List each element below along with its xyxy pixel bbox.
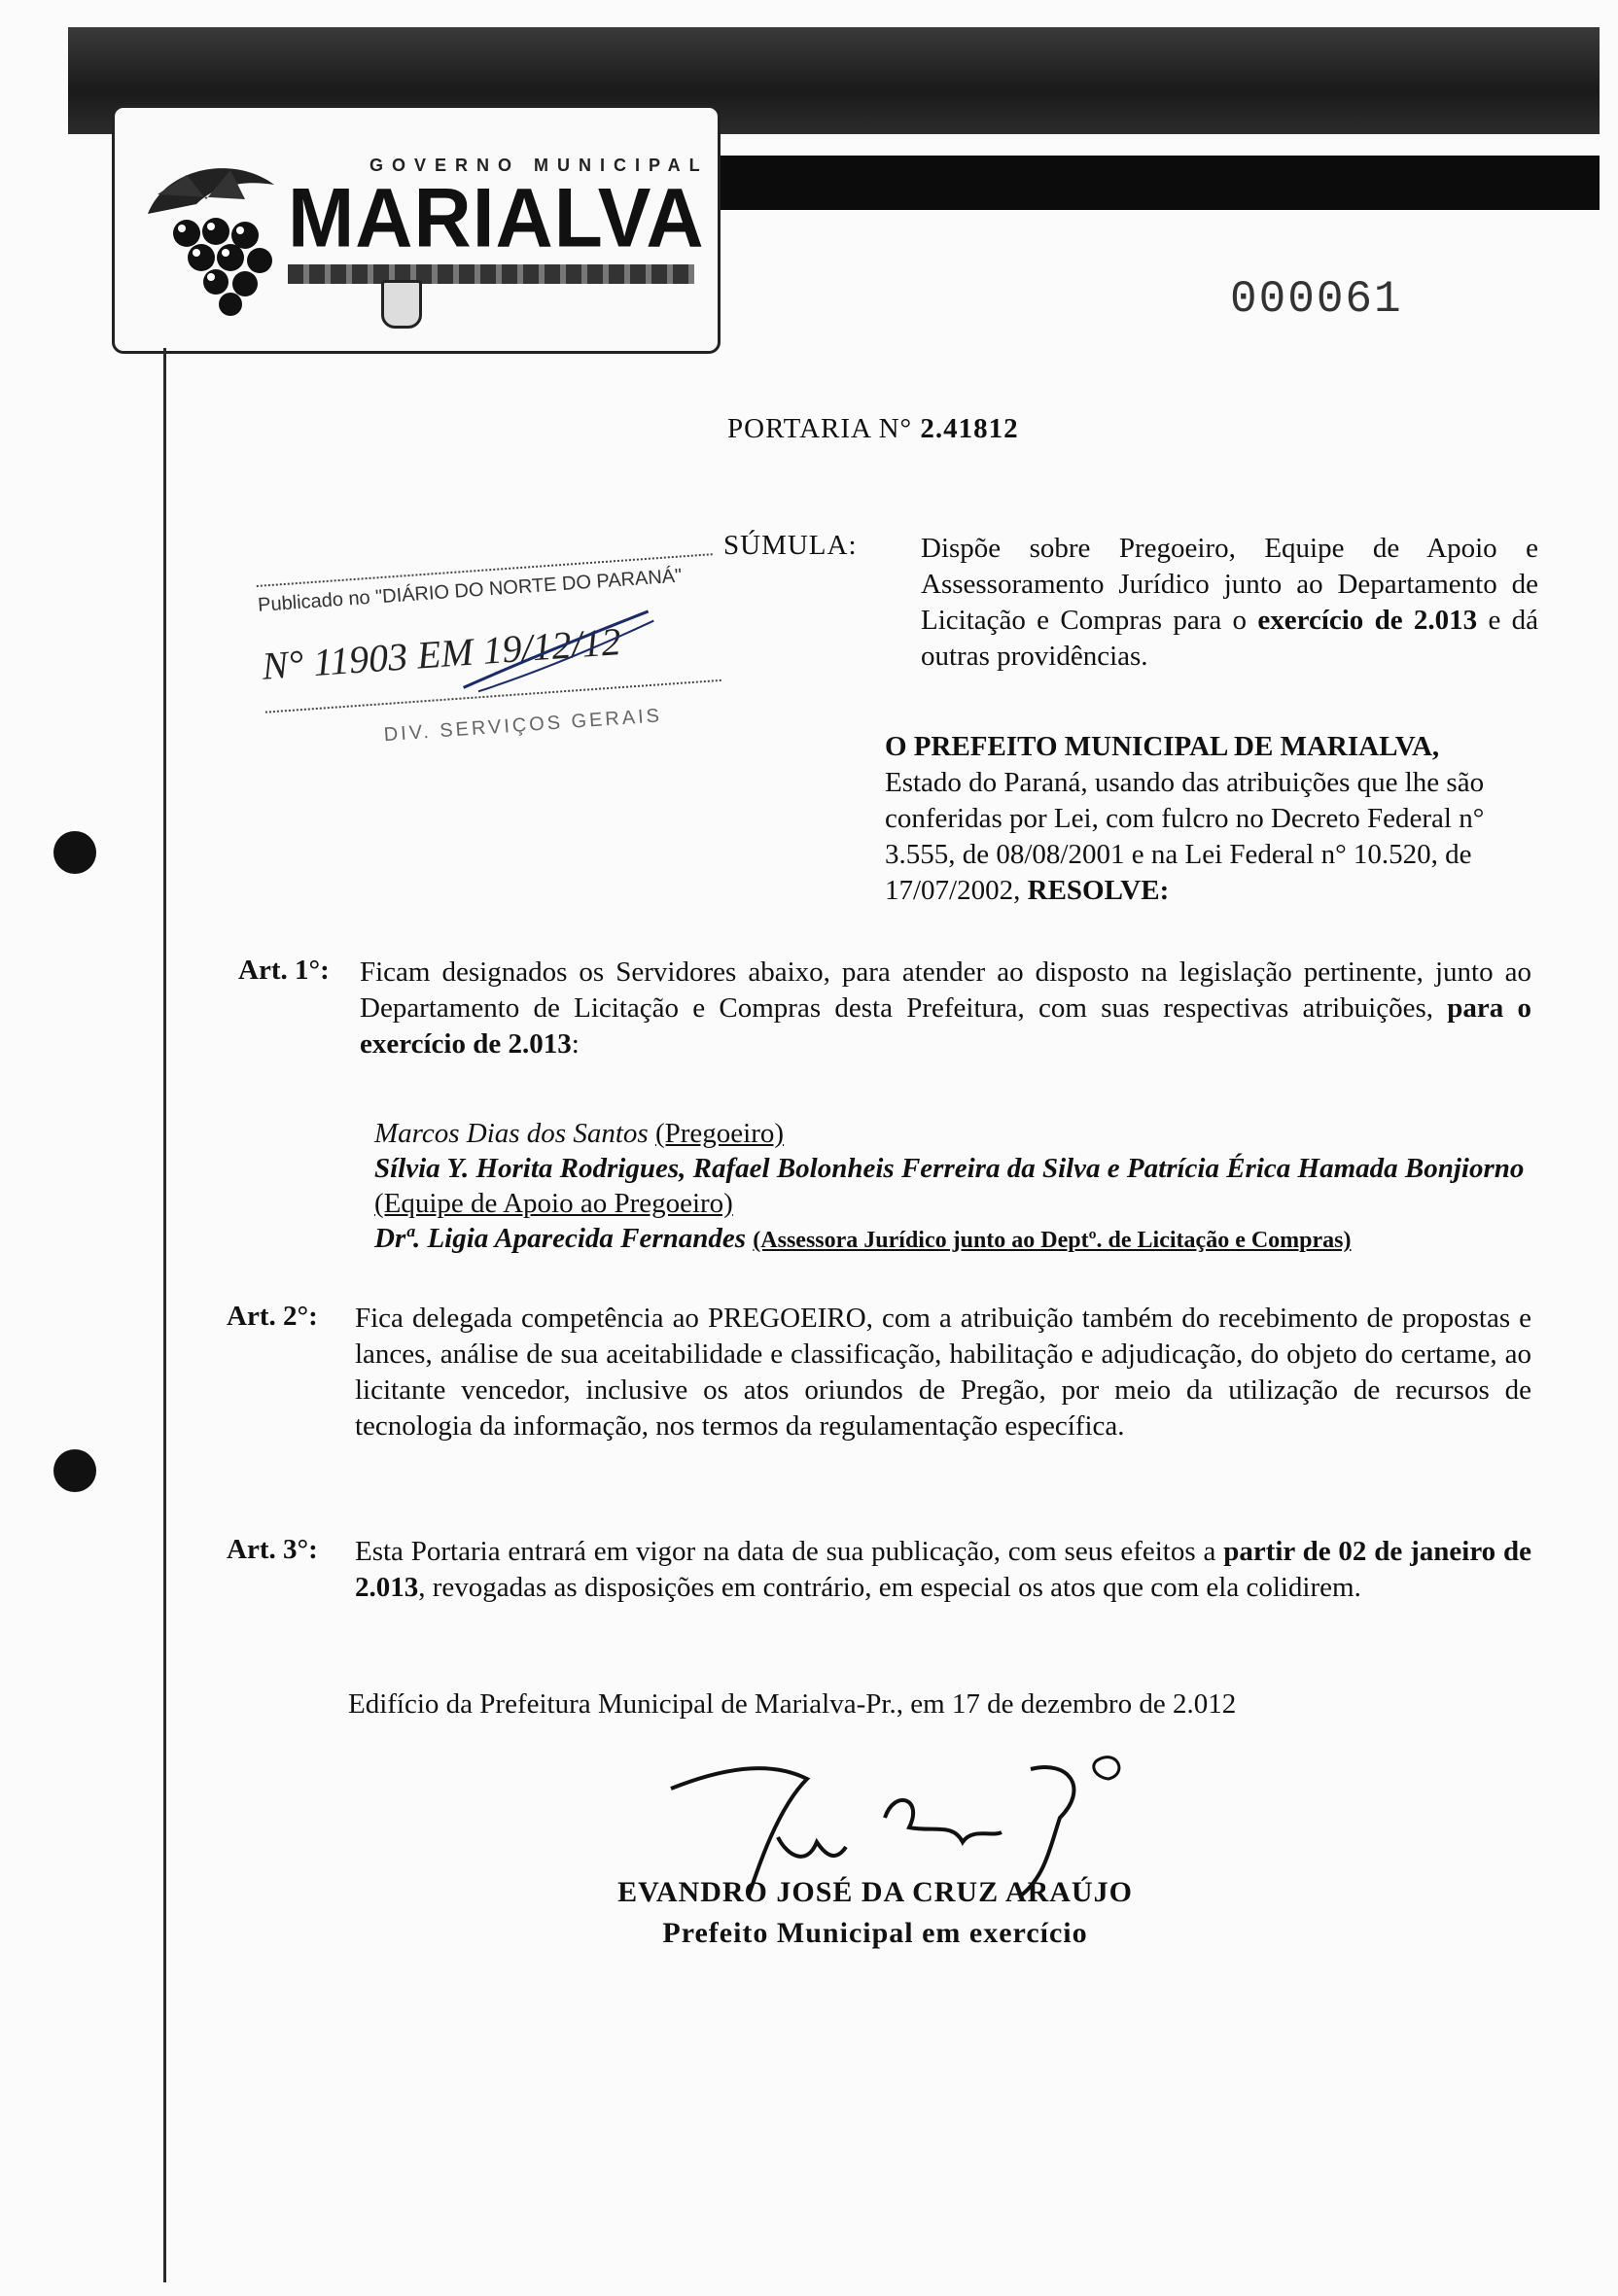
sumula-text-part: Dispõe sobre Pregoeiro, Equipe de Apoio e Assessoramento Jurídico junto ao Departamento de Licitação e Compras para o xyxy=(921,533,1538,636)
stamp-line-3: DIV. SERVIÇOS GERAIS xyxy=(383,705,663,747)
preamble-resolve: RESOLVE: xyxy=(1027,875,1170,906)
page-number: 000061 xyxy=(1230,274,1403,325)
art1-label: Art. 1°: xyxy=(238,955,330,986)
art1-text-part: : xyxy=(571,1028,580,1060)
art2-text: Fica delegada competência ao PREGOEIRO, com a atribuição também do recebimento de propostas e lances, análise de sua aceitabilidade e classificação, habilitação e adjudicação, do objeto do certame, ao licitante vencedor, inclusive os atos oriundos de Pregão, por meio da utilização de recursos de tecnologia da informação, nos termos da regulamentação específica. xyxy=(355,1303,1531,1442)
designated-names xyxy=(374,1116,1531,1258)
name: Marcos Dias dos Santos xyxy=(374,1118,649,1149)
closing-line: Edifício da Prefeitura Municipal de Marialva-Pr., em 17 de dezembro de 2.012 xyxy=(348,1688,1237,1720)
stamp-scribble-icon xyxy=(454,606,663,697)
preamble xyxy=(885,729,1538,909)
role: (Assessora Jurídico junto ao Deptº. de Licitação e Compras) xyxy=(753,1228,1352,1253)
document-title xyxy=(727,413,1019,445)
title-number: 2.41812 xyxy=(920,413,1019,444)
title-prefix: PORTARIA N° xyxy=(727,413,913,444)
name-row xyxy=(374,1116,1531,1151)
sumula-text xyxy=(921,531,1538,675)
art3-text xyxy=(355,1534,1531,1606)
art3-label: Art. 3°: xyxy=(227,1534,318,1565)
stamp-line-1: Publicado no "DIÁRIO DO NORTE DO PARANÁ" xyxy=(257,565,683,616)
name-row xyxy=(374,1151,1531,1221)
margin-line xyxy=(163,348,166,2282)
sumula-text-bold: exercício de 2.013 xyxy=(1257,605,1478,636)
preamble-bold: O PREFEITO MUNICIPAL DE MARIALVA, xyxy=(885,731,1440,762)
punch-hole xyxy=(53,1449,96,1492)
sumula-label: SÚMULA: xyxy=(723,530,858,561)
name: Sílvia Y. Horita Rodrigues, Rafael Bolonheis Ferreira da Silva e Patrícia Érica Hamada Bonjiorno xyxy=(374,1153,1525,1184)
signer-name: EVANDRO JOSÉ DA CRUZ ARAÚJO xyxy=(617,1876,1133,1908)
punch-hole xyxy=(53,831,96,874)
header-dark-bar xyxy=(710,156,1600,210)
art2-label: Art. 2°: xyxy=(227,1301,318,1332)
sumula-text-part: e dá outras providências. xyxy=(921,605,1538,672)
art1-text-bold: para o exercício de 2.013 xyxy=(360,992,1532,1060)
name: Drª. Ligia Aparecida Fernandes xyxy=(374,1223,747,1254)
art3-text-part: , revogadas as disposições em contrário, em especial os atos que com ela colidirem. xyxy=(418,1572,1361,1603)
logo-stripe xyxy=(288,264,694,284)
preamble-text: Estado do Paraná, usando das atribuições que lhe são conferidas por Lei, com fulcro no Decreto Federal n° 3.555, de 08/08/2001 e na Lei Federal n° 10.520, de 17/07/2002, xyxy=(885,767,1485,906)
crest-icon xyxy=(381,280,422,329)
art3-text-bold: partir de 02 de janeiro de 2.013 xyxy=(355,1536,1532,1603)
name-row xyxy=(374,1221,1531,1258)
logo-name: MARIALVA xyxy=(288,171,705,265)
logo-subtitle: GOVERNO MUNICIPAL xyxy=(369,156,709,175)
signer-role: Prefeito Municipal em exercício xyxy=(662,1917,1088,1949)
publication-stamp xyxy=(256,543,736,784)
art3-text-part: Esta Portaria entrará em vigor na data de sua publicação, com seus efeitos a xyxy=(355,1536,1224,1567)
stamp-line-2: N° 11903 EM 19/12/12 xyxy=(261,619,622,688)
art1-text-part: Ficam designados os Servidores abaixo, para atender ao disposto na legislação pertinente, junto ao Departamento de Licitação e Compras desta Prefeitura, com suas respectivas atribuições, xyxy=(360,957,1531,1024)
role: (Equipe de Apoio ao Pregoeiro) xyxy=(374,1188,733,1219)
art1-text xyxy=(360,955,1531,1062)
role: (Pregoeiro) xyxy=(654,1118,785,1149)
